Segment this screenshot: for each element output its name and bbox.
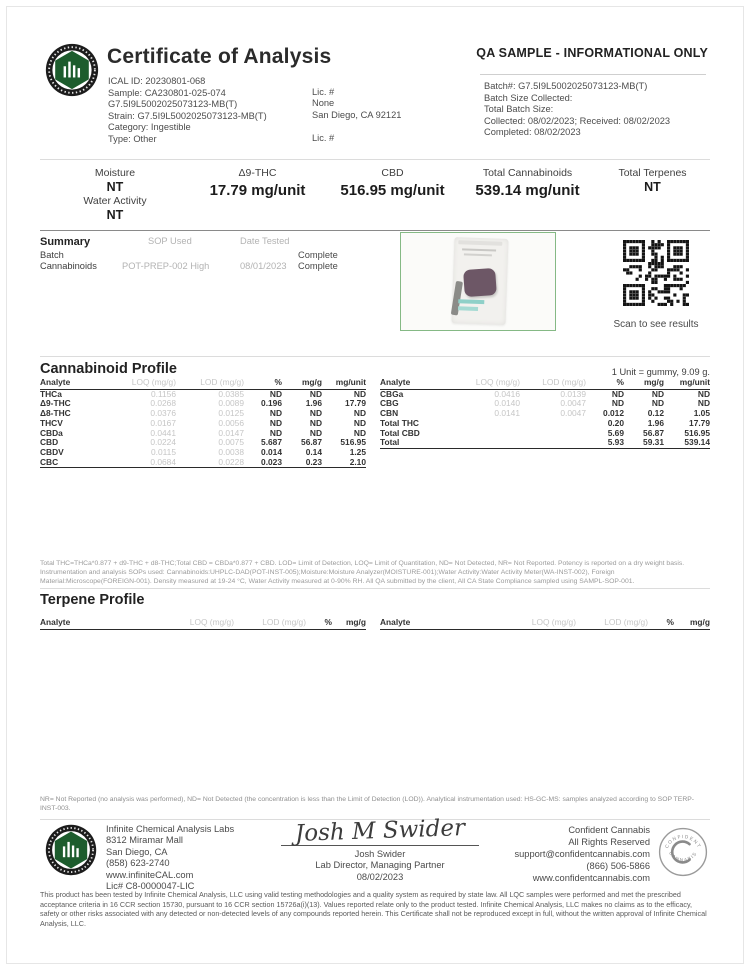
stat-total-terpenes	[595, 166, 710, 222]
infinite-chemical-seal-logo	[44, 42, 100, 98]
cannabinoid-row	[380, 438, 710, 448]
col-mgg: mg/g	[674, 618, 710, 629]
summary-row-sop	[122, 250, 240, 260]
pct-value: ND	[269, 418, 282, 428]
stat-value: NT	[644, 180, 661, 194]
col-lod: LOD (mg/g)	[576, 618, 648, 629]
summary-title: Summary	[40, 236, 91, 248]
analyte-name: CBN	[380, 409, 399, 419]
page-title: Certificate of Analysis	[107, 45, 332, 68]
col-loq: LOQ (mg/g)	[448, 378, 520, 389]
analyte-name: Δ8-THC	[40, 409, 71, 419]
loq-value: 0.0224	[150, 438, 176, 448]
analyte-name: CBD	[40, 438, 59, 448]
product-photo	[400, 232, 556, 331]
batch-info-line: Total Batch Size:	[484, 104, 554, 115]
loq-value: 0.1156	[151, 389, 176, 399]
svg-text:CANNABIS: CANNABIS	[667, 851, 699, 864]
signature-handwriting: Josh M Swider	[294, 815, 466, 847]
signer-title: Lab Director, Managing Partner	[315, 860, 445, 871]
summary-col-sop: SOP Used	[148, 236, 192, 246]
cannabinoid-footnote: Total THC=THCa*0.877 + d9-THC + d8-THC;Total CBD = CBDa*0.877 + CBD. LOD= Limit of Detection, LOQ= Limit of Quantitation, ND= Not Detected, NR= Not Reported. Potency is reported on a dry weight basis. Instrumentation and analysis SOPs used: Cannabinoids:UHPLC-DAD(POT-INST-005);Moisture:Moisture Analyzer(MOISTURE-001);Water Activity:Water Activity Meter(WA-INST-002), Foreign Material:Microscope(FOREIGN-001). Density measured at 19-24 °C, Water Activity measured at 0-90% RH. All QA submitted by the client, All CA State Compliance sampled using SAMPL-SOP-001.	[40, 560, 685, 585]
mgg-value: 0.23	[305, 457, 322, 467]
pct-value: 5.93	[607, 438, 624, 448]
bag-label-line	[464, 253, 492, 256]
lab-license: Lic# C8-0000047-LIC	[106, 881, 195, 892]
summary-row-status: Complete	[298, 249, 338, 260]
terpene-profile-title: Terpene Profile	[40, 592, 145, 608]
gummy-image	[463, 268, 497, 297]
summary-row-date	[240, 250, 298, 260]
mgunit-value: ND	[697, 389, 710, 399]
mgunit-value: 516.95	[340, 438, 366, 448]
lab-address: San Diego, CA	[106, 846, 168, 857]
cc-name: Confident Cannabis	[568, 825, 650, 835]
summary-col-date: Date Tested	[240, 236, 290, 246]
stat-cbd	[325, 166, 460, 222]
stat-value: NT	[106, 208, 124, 222]
batch-divider-line	[480, 74, 706, 75]
cannabinoid-row	[40, 448, 366, 458]
client-info-line	[312, 121, 401, 132]
lab-contact-block	[106, 824, 234, 892]
analyte-name: CBG	[380, 399, 399, 409]
cc-website-link[interactable]: www.confidentcannabis.com	[532, 873, 650, 883]
cannabinoid-row	[380, 399, 710, 409]
pct-value: 0.014	[261, 447, 282, 457]
lod-value	[520, 429, 586, 439]
bag-teal-label-line	[458, 306, 478, 311]
svg-text:CONFIDENT: CONFIDENT	[664, 835, 702, 850]
bag-label-line	[462, 248, 496, 251]
mgg-value: ND	[309, 389, 322, 399]
loq-value: 0.0141	[494, 409, 520, 419]
cannabinoid-row	[40, 419, 366, 429]
mgg-value: ND	[309, 428, 322, 438]
lod-value: 0.0038	[218, 447, 244, 457]
sample-info-line: Category: Ingestible	[108, 122, 191, 133]
mgg-value: ND	[651, 389, 664, 399]
col-mgunit: mg/unit	[322, 378, 366, 389]
terpene-table-right	[380, 618, 710, 630]
cannabinoid-row	[40, 438, 366, 448]
col-analyte: Analyte	[40, 618, 150, 629]
batch-info-line: Batch#: G7.5I9L5002025073123-MB(T)	[484, 81, 648, 91]
loq-value: 0.0115	[151, 447, 176, 457]
analyte-name: THCa	[40, 389, 62, 399]
pct-value: 0.20	[607, 418, 624, 428]
stat-value: NT	[106, 180, 124, 194]
summary-row-name: Batch	[40, 249, 64, 260]
stat-label: Δ9-THC	[238, 167, 277, 179]
pct-value: ND	[611, 399, 624, 409]
stat-label: Total Cannabinoids	[482, 167, 573, 179]
col-lod: LOD (mg/g)	[176, 378, 244, 389]
cc-phone: (866) 506-5866	[586, 861, 650, 871]
pct-value: ND	[269, 409, 282, 419]
terpene-section-divider	[40, 588, 710, 589]
stat-label: CBD	[381, 167, 404, 179]
loq-value: 0.0441	[150, 428, 176, 438]
batch-info-line: Batch Size Collected:	[484, 92, 573, 103]
analyte-name: CBGa	[380, 389, 404, 399]
mgg-value: ND	[309, 418, 322, 428]
cannabinoid-row	[380, 429, 710, 439]
col-mgunit: mg/unit	[664, 378, 710, 389]
col-analyte: Analyte	[380, 378, 448, 389]
terpene-footnote: NR= Not Reported (no analysis was performed), ND= Not Detected (the concentration is less than the Limit of Detection (LOD)). Analytical instrumentation used: HS-GC-MS: samples analyzed according to SOP TERP-INST-003.	[40, 796, 695, 812]
qr-code	[623, 240, 689, 306]
cannabinoid-row	[380, 389, 710, 399]
mgunit-value: 1.05	[693, 409, 710, 419]
lod-value: 0.0089	[218, 399, 244, 409]
col-analyte: Analyte	[40, 378, 104, 389]
confident-cannabis-logo	[657, 826, 709, 878]
result-stats-row	[40, 166, 710, 222]
lab-website-link[interactable]: www.infiniteCAL.com	[106, 869, 194, 880]
pct-value: ND	[269, 428, 282, 438]
cc-rights: All Rights Reserved	[568, 837, 650, 847]
cannabinoid-row	[380, 419, 710, 429]
sample-info-block	[108, 76, 267, 146]
infinite-chemical-seal-logo	[44, 823, 98, 877]
loq-value	[448, 419, 520, 429]
lod-value: 0.0139	[560, 389, 586, 399]
col-lod: LOD (mg/g)	[234, 618, 306, 629]
pct-value: ND	[269, 389, 282, 399]
lod-value: 0.0075	[218, 438, 244, 448]
mgunit-value: ND	[353, 428, 366, 438]
stat-d9-thc	[190, 166, 325, 222]
lod-value: 0.0056	[218, 418, 244, 428]
col-pct: %	[244, 378, 282, 389]
terpene-header-row	[40, 618, 366, 629]
header-divider-line	[40, 159, 710, 160]
summary-section	[40, 236, 392, 271]
lod-value: 0.0047	[560, 409, 586, 419]
mgunit-value: 2.10	[349, 457, 366, 467]
batch-info-block	[484, 81, 670, 139]
stat-label: Total Terpenes	[618, 167, 687, 179]
analyte-name: Δ9-THC	[40, 399, 71, 409]
mgg-value: 1.96	[305, 399, 322, 409]
summary-top-divider	[40, 230, 710, 231]
qr-caption: Scan to see results	[613, 319, 699, 330]
col-lod: LOD (mg/g)	[520, 378, 586, 389]
loq-value: 0.0140	[494, 399, 520, 409]
lod-value	[520, 419, 586, 429]
cc-email-link[interactable]: support@confidentcannabis.com	[514, 849, 650, 859]
pct-value: 5.687	[261, 438, 282, 448]
lod-value: 0.0228	[218, 457, 244, 467]
cannabinoid-row	[40, 458, 366, 468]
stat-value: 539.14 mg/unit	[475, 182, 580, 199]
signature-block	[275, 815, 485, 883]
analyte-name: CBDV	[40, 447, 64, 457]
pct-value: 0.023	[261, 457, 282, 467]
summary-row-date: 08/01/2023	[240, 261, 287, 271]
cannabinoid-table-left	[40, 378, 366, 468]
mgunit-value: 17.79	[689, 418, 710, 428]
stat-label: Water Activity	[83, 195, 147, 207]
mgunit-value: ND	[353, 389, 366, 399]
summary-row-status: Complete	[298, 261, 338, 271]
pct-value: 0.196	[261, 399, 282, 409]
lab-phone: (858) 623-2740	[106, 858, 170, 869]
bag-teal-label-line	[458, 299, 484, 304]
product-bag-image	[452, 237, 509, 325]
sample-info-line: Sample: CA230801-025-074	[108, 87, 226, 98]
summary-col-spacer	[298, 236, 368, 248]
loq-value: 0.0167	[150, 418, 176, 428]
mgunit-value: 1.25	[349, 447, 366, 457]
analyte-name: CBDa	[40, 428, 63, 438]
stat-value: 17.79 mg/unit	[209, 182, 306, 199]
loq-value: 0.0416	[494, 389, 520, 399]
col-mgg: mg/g	[282, 378, 322, 389]
mgg-value: ND	[309, 409, 322, 419]
qr-block	[600, 240, 712, 330]
sign-date: 08/02/2023	[356, 871, 404, 882]
bag-crimp	[458, 240, 502, 246]
mgg-value: 56.87	[643, 428, 664, 438]
col-loq: LOQ (mg/g)	[150, 618, 234, 629]
lod-value: 0.0385	[218, 389, 244, 399]
pct-value: ND	[611, 389, 624, 399]
mgg-value: ND	[651, 399, 664, 409]
batch-info-line: Collected: 08/02/2023; Received: 08/02/2023	[484, 115, 671, 126]
lod-value: 0.0125	[218, 409, 244, 419]
analyte-name: THCV	[40, 418, 63, 428]
cannabinoid-row	[40, 389, 366, 399]
col-pct: %	[586, 378, 624, 389]
legal-disclaimer: This product has been tested by Infinite Chemical Analysis, LLC using valid testing methodologies and a quality system as required by state law. All LQC samples were performed and met the prescribed acceptance criteria in 16 CCR section 15730, pursuant to 16 CCR section 15726a(i)(13). Values reported relate only to the product tested. Infinite Chemical Analysis, LLC makes no claims as to the efficacy, safety or other risks associated with any detected or non-detected levels of any compounds reported herein. This Certificate shall not be reproduced except in full, without the written approval of Infinite Chemical Analysis, LLC.	[40, 890, 707, 928]
stat-total-cannabinoids	[460, 166, 595, 222]
lod-value	[520, 438, 586, 448]
stat-moisture	[40, 166, 190, 222]
summary-row-sop: POT-PREP-002 High	[122, 261, 210, 271]
lab-address: 8312 Miramar Mall	[106, 835, 183, 846]
pct-value: 0.012	[603, 409, 624, 419]
mgg-value: 59.31	[643, 438, 664, 448]
lod-value: 0.0047	[560, 399, 586, 409]
pct-value: 5.69	[607, 428, 624, 438]
col-mgg: mg/g	[624, 378, 664, 389]
mgunit-value: ND	[353, 409, 366, 419]
terpene-table-left	[40, 618, 366, 630]
confident-cannabis-block	[460, 824, 650, 884]
loq-value	[448, 429, 520, 439]
mgunit-value: 17.79	[345, 399, 366, 409]
analyte-name: Total THC	[380, 418, 419, 428]
mgg-value: 0.12	[647, 409, 664, 419]
cannabinoid-row	[380, 409, 710, 419]
cannabinoid-header-row	[380, 378, 710, 389]
cannabinoid-row	[40, 429, 366, 439]
col-pct: %	[306, 618, 332, 629]
signer-name: Josh Swider	[354, 849, 406, 859]
col-pct: %	[648, 618, 674, 629]
cannabinoid-header-row	[40, 378, 366, 389]
summary-row-name: Cannabinoids	[40, 261, 97, 271]
mgg-value: 1.96	[647, 418, 664, 428]
mgunit-value: ND	[697, 399, 710, 409]
analyte-name: CBC	[40, 457, 59, 467]
qa-sample-banner: QA SAMPLE - INFORMATIONAL ONLY	[476, 46, 708, 60]
lab-name: Infinite Chemical Analysis Labs	[106, 824, 235, 834]
client-info-line: San Diego, CA 92121	[312, 109, 402, 120]
stat-label: Moisture	[94, 167, 136, 179]
mgunit-value: 539.14	[684, 438, 710, 448]
client-info-line: Lic. #	[312, 87, 335, 97]
mgunit-value: 516.95	[684, 428, 710, 438]
mgg-value: 0.14	[305, 447, 322, 457]
stat-value: 516.95 mg/unit	[340, 182, 445, 199]
cannabinoid-row	[40, 399, 366, 409]
loq-value: 0.0684	[150, 457, 176, 467]
cannabinoid-table-right	[380, 378, 710, 449]
batch-info-line: Completed: 08/02/2023	[484, 127, 581, 138]
unit-note: 1 Unit = gummy, 9.09 g.	[611, 367, 710, 377]
cannabinoid-profile-title: Cannabinoid Profile	[40, 361, 177, 377]
analyte-name: Total CBD	[380, 428, 420, 438]
col-analyte: Analyte	[380, 618, 492, 629]
analyte-name: Total	[380, 438, 400, 448]
sample-info-line: ICAL ID: 20230801-068	[108, 76, 206, 86]
loq-value: 0.0268	[150, 399, 176, 409]
cannabinoid-row	[40, 409, 366, 419]
col-loq: LOQ (mg/g)	[492, 618, 576, 629]
sample-info-line: G7.5I9L5002025073123-MB(T)	[108, 99, 238, 110]
mgunit-value: ND	[353, 418, 366, 428]
loq-value: 0.0376	[150, 409, 176, 419]
col-loq: LOQ (mg/g)	[104, 378, 176, 389]
lod-value: 0.0147	[218, 428, 244, 438]
terpene-header-row	[380, 618, 710, 629]
loq-value	[448, 438, 520, 448]
sample-info-line: Type: Other	[108, 133, 157, 144]
cannabinoid-section-divider	[40, 356, 710, 357]
client-info-line: Lic. #	[312, 132, 335, 143]
col-mgg: mg/g	[332, 618, 366, 629]
client-info-block	[312, 87, 401, 144]
client-info-line: None	[312, 98, 335, 109]
mgg-value: 56.87	[301, 438, 322, 448]
sample-info-line: Strain: G7.5I9L5002025073123-MB(T)	[108, 110, 267, 121]
